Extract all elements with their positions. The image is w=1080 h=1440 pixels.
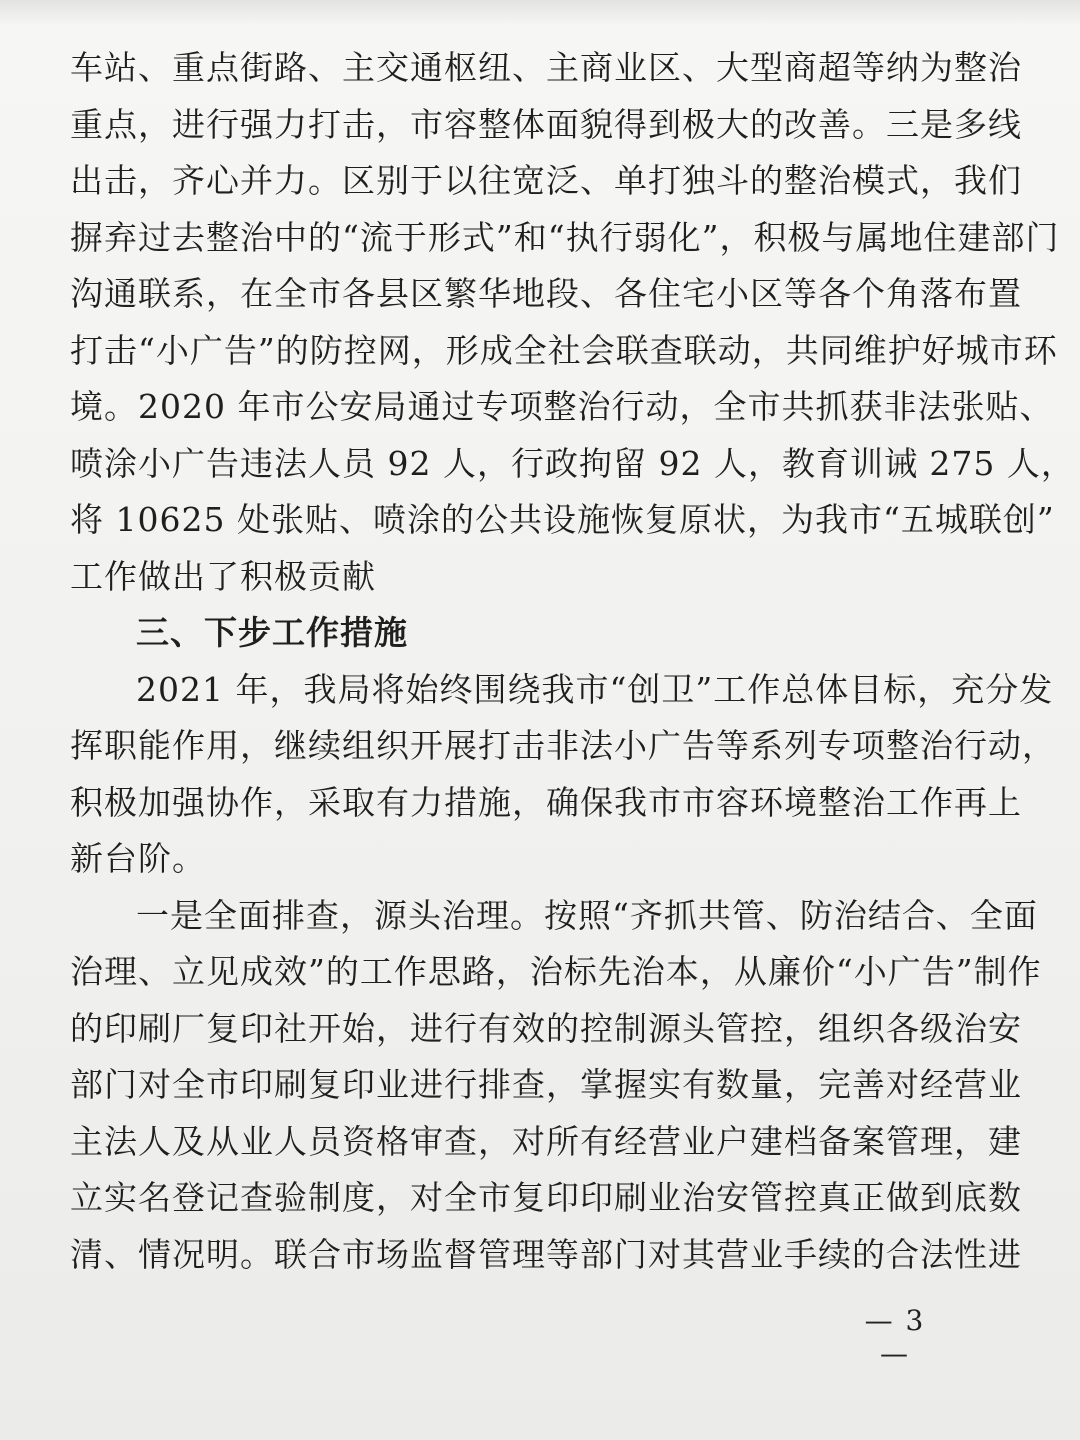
page-edge-shadow [0, 0, 1080, 26]
body-line-6: 打击“小广告”的防控网，形成全社会联查联动，共同维护好城市环 [70, 330, 1058, 370]
body-line-13: 积极加强协作，采取有力措施，确保我市市容环境整治工作再上 [70, 782, 1022, 822]
body-line-17: 的印刷厂复印社开始，进行有效的控制源头管控，组织各级治安 [70, 1008, 1022, 1048]
body-line-20: 立实名登记查验制度，对全市复印印刷业治安管控真正做到底数 [70, 1178, 1022, 1217]
body-line-9: 将 10625 处张贴、喷涂的公共设施恢复原状，为我市“五城联创” [70, 500, 1055, 539]
body-line-18: 部门对全市印刷复印业进行排查，掌握实有数量，完善对经营业 [70, 1065, 1022, 1104]
body-line-1: 车站、重点街路、主交通枢纽、主商业区、大型商超等纳为整治 [70, 48, 1022, 87]
body-line-11: 2021 年，我局将始终围绕我市“创卫”工作总体目标，充分发 [136, 669, 1054, 709]
body-line-4: 摒弃过去整治中的“流于形式”和“执行弱化”，积极与属地住建部门 [70, 217, 1060, 257]
body-line-2: 重点，进行强力打击，市容整体面貌得到极大的改善。三是多线 [70, 104, 1022, 144]
body-line-15: 一是全面排查，源头治理。按照“齐抓共管、防治结合、全面 [136, 895, 1038, 935]
body-line-7: 境。2020 年市公安局通过专项整治行动，全市共抓获非法张贴、 [70, 387, 1054, 426]
body-line-5: 沟通联系，在全市各县区繁华地段、各住宅小区等各个角落布置 [70, 274, 1022, 313]
body-line-21: 清、情况明。联合市场监督管理等部门对其营业手续的合法性进 [70, 1234, 1022, 1274]
body-line-8: 喷涂小广告违法人员 92 人，行政拘留 92 人，教育训诫 275 人， [70, 443, 1075, 483]
body-line-19: 主法人及从业人员资格审查，对所有经营业户建档备案管理，建 [70, 1121, 1022, 1161]
body-line-14: 新台阶。 [70, 839, 206, 878]
body-line-10: 工作做出了积极贡献 [70, 556, 376, 596]
body-line-12: 挥职能作用，继续组织开展打击非法小广告等系列专项整治行动， [70, 726, 1056, 765]
section-heading: 三、下步工作措施 [136, 613, 408, 652]
document-body [70, 40, 1075, 1283]
body-line-3: 出击，齐心并力。区别于以往宽泛、单打独斗的整治模式，我们 [70, 161, 1022, 200]
body-line-16: 治理、立见成效”的工作思路，治标先治本，从廉价“小广告”制作 [70, 952, 1042, 991]
page-number: — 3 — [864, 1304, 926, 1370]
